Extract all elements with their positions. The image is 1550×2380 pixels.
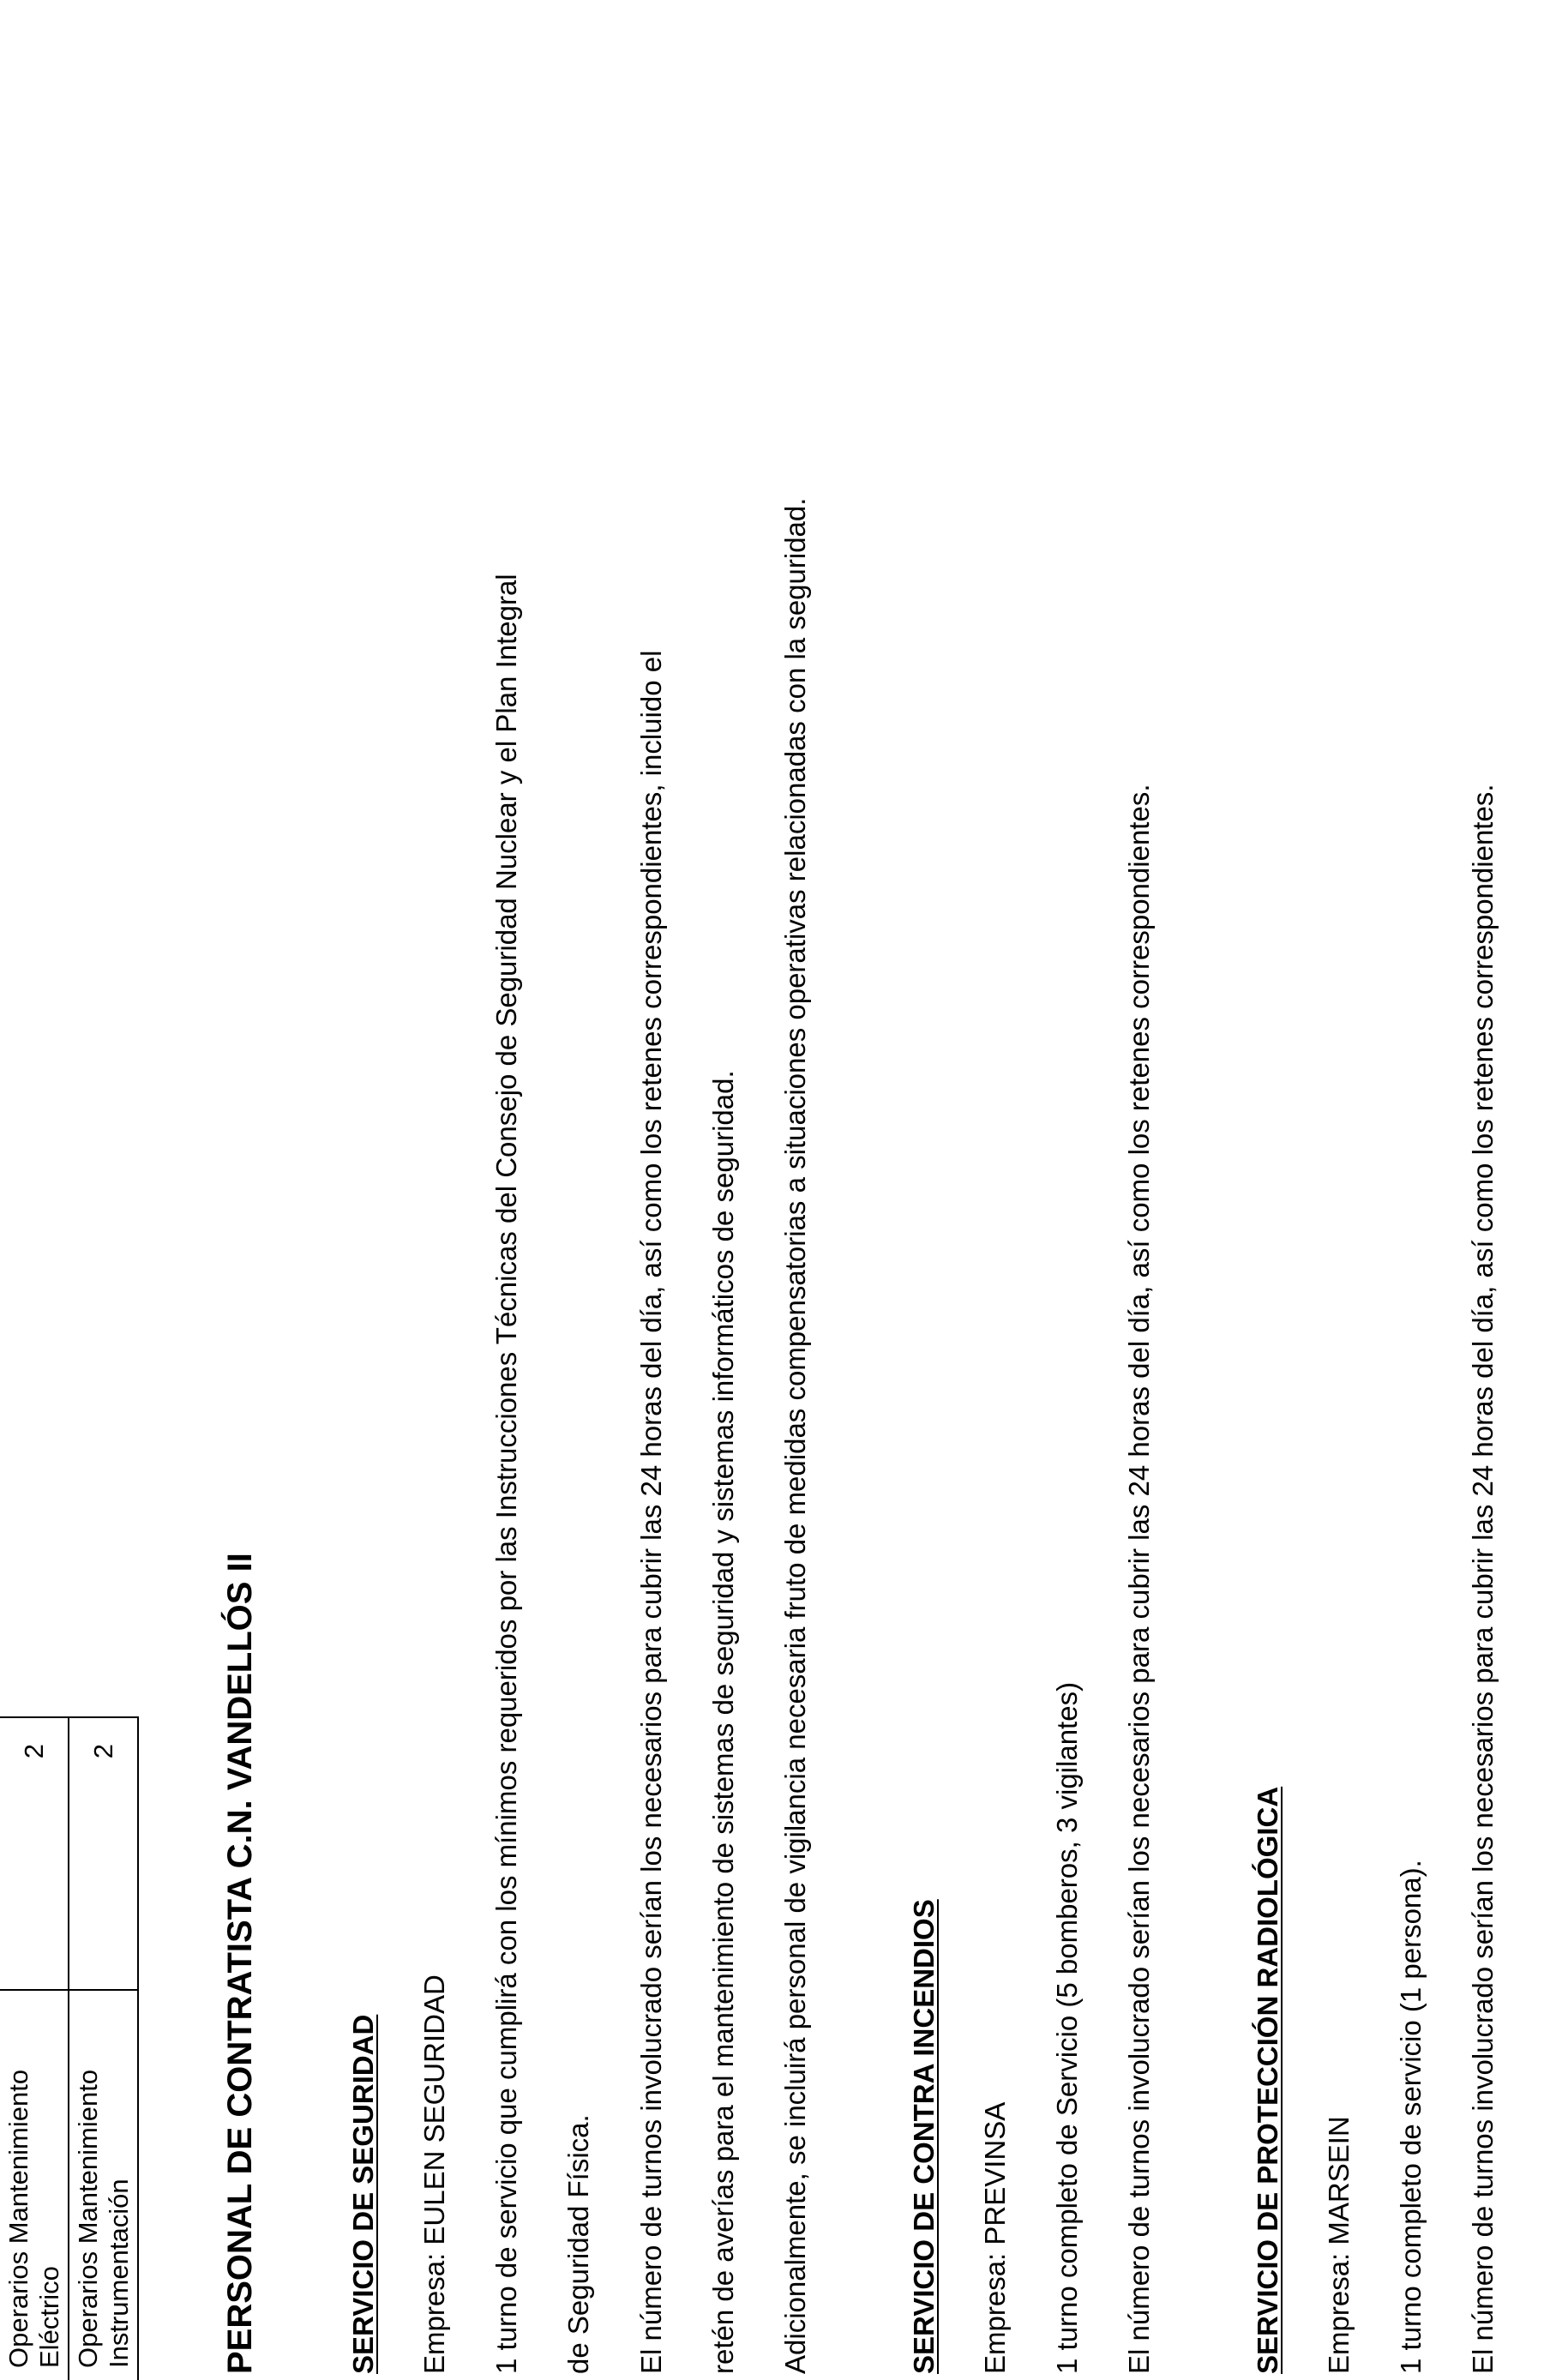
role-cell: Operarios Mantenimiento Eléctrico: [0, 1990, 69, 2380]
radiation-line-2: El número de turnos involucrado serían los necesarios para cubrir las 24 horas del día, así como los retenes correspondientes.: [1467, 784, 1499, 2374]
count-cell: 2: [69, 1717, 138, 1990]
security-company: Empresa: EULEN SEGURIDAD: [418, 1974, 450, 2374]
security-line-4: retén de averías para el mantenimiento de sistemas de seguridad y sistemas informáticos de seguridad.: [707, 1070, 739, 2374]
fire-company: Empresa: PREVINSA: [979, 2101, 1011, 2374]
fire-heading: SERVICIO DE CONTRA INCENDIOS: [908, 1899, 940, 2374]
radiation-heading: SERVICIO DE PROTECCIÓN RADIOLÓGICA: [1252, 1786, 1283, 2374]
table-row: [0, 1717, 69, 2380]
security-heading: SERVICIO DE SEGURIDAD: [347, 2014, 379, 2374]
security-line-3: El número de turnos involucrado serían los necesarios para cubrir las 24 horas del día, así como los retenes correspondientes, incluido el: [635, 650, 667, 2374]
security-line-1: 1 turno de servicio que cumplirá con los mínimos requeridos por las Instrucciones Técnicas del Consejo de Seguridad Nuclear y el Plan Integral: [490, 574, 522, 2374]
radiation-company: Empresa: MARSEIN: [1323, 2116, 1355, 2374]
role-cell: Operarios Mantenimiento Instrumentación: [69, 1990, 138, 2380]
security-line-5: Adicionalmente, se incluirá personal de vigilancia necesaria fruto de medidas compensatorias a situaciones operativas relacionadas con la seguridad.: [779, 497, 811, 2374]
radiation-line-1: 1 turno completo de servicio (1 persona).: [1395, 1860, 1427, 2374]
table-row: [69, 1717, 138, 2380]
fire-line-2: El número de turnos involucrado serían los necesarios para cubrir las 24 horas del día, así como los retenes correspondientes.: [1123, 784, 1155, 2374]
staff-count-table: [0, 1716, 139, 2380]
fire-line-1: 1 turno completo de Servicio (5 bomberos, 3 vigilantes): [1051, 1681, 1083, 2374]
main-heading: PERSONAL DE CONTRATISTA C.N. VANDELLÓS II: [221, 1553, 259, 2374]
security-line-2: de Seguridad Física.: [562, 2114, 594, 2374]
count-cell: 2: [0, 1717, 69, 1990]
